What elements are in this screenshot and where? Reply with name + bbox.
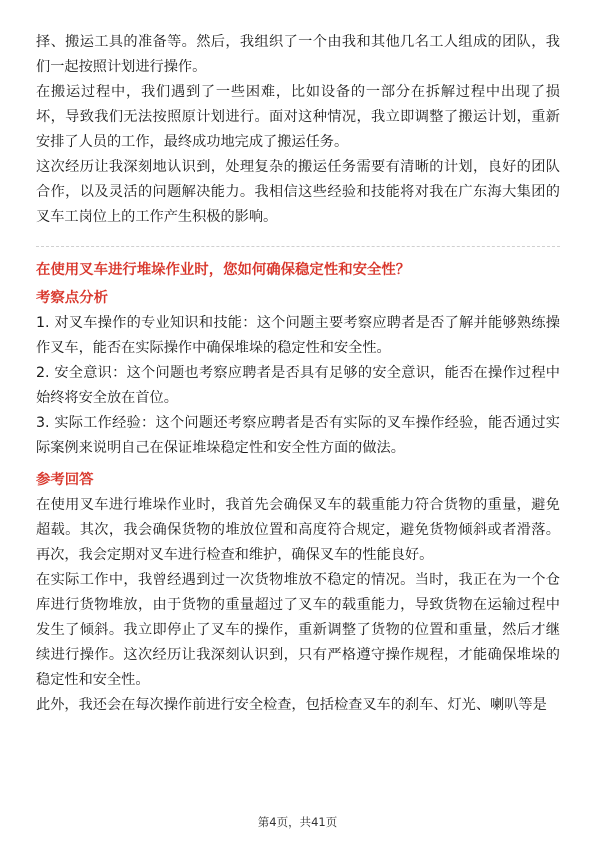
- answer-paragraph-1: 在使用叉车进行堆垛作业时，我首先会确保叉车的载重能力符合货物的重量，避免超载。其次，我会确保货物的堆放位置和高度符合规定，避免货物倾斜或者滑落。再次，我会定期对叉车进行检查和维护，确保叉车的性能良好。: [36, 497, 560, 563]
- answer-paragraph-3: 此外，我还会在每次操作前进行安全检查，包括检查叉车的刹车、灯光、喇叭等是: [36, 697, 547, 713]
- analysis-point-1: 1. 对叉车操作的专业知识和技能：这个问题主要考察应聘者是否了解并能够熟练操作叉车，能否在实际操作中确保堆垛的稳定性和安全性。: [36, 315, 560, 356]
- analysis-heading: 考察点分析: [36, 290, 108, 306]
- analysis-point-2: 2. 安全意识：这个问题也考察应聘者是否具有足够的安全意识，能否在操作过程中始终将安全放在首位。: [36, 365, 560, 406]
- question-title: 在使用叉车进行堆垛作业时，您如何确保稳定性和安全性？: [36, 262, 411, 278]
- document-page: [36, 30, 560, 718]
- section-divider: [36, 246, 560, 247]
- section-gap: [36, 461, 560, 469]
- answer-heading: 参考回答: [36, 472, 94, 488]
- intro-paragraph-3: 这次经历让我深刻地认识到，处理复杂的搬运任务需要有清晰的计划，良好的团队合作，以及灵活的问题解决能力。我相信这些经验和技能将对我在广东海大集团的叉车工岗位上的工作产生积极的影响。: [36, 159, 560, 225]
- intro-paragraph-1: 择、搬运工具的准备等。然后，我组织了一个由我和其他几名工人组成的团队，我们一起按照计划进行操作。: [36, 34, 560, 75]
- intro-paragraph-2: 在搬运过程中，我们遇到了一些困难，比如设备的一部分在拆解过程中出现了损坏，导致我们无法按照原计划进行。面对这种情况，我立即调整了搬运计划，重新安排了人员的工作，最终成功地完成了搬运任务。: [36, 84, 560, 150]
- analysis-point-3: 3. 实际工作经验：这个问题还考察应聘者是否有实际的叉车操作经验，能否通过实际案例来说明自己在保证堆垛稳定性和安全性方面的做法。: [36, 415, 560, 456]
- page-number: 第4页，共41页: [257, 815, 338, 829]
- answer-paragraph-2: 在实际工作中，我曾经遇到过一次货物堆放不稳定的情况。当时，我正在为一个仓库进行货物堆放，由于货物的重量超过了叉车的载重能力，导致货物在运输过程中发生了倾斜。我立即停止了叉车的操作，重新调整了货物的位置和重量，然后才继续进行操作。这次经历让我深刻认识到，只有严格遵守操作规程，才能确保堆垛的稳定性和安全性。: [36, 572, 560, 688]
